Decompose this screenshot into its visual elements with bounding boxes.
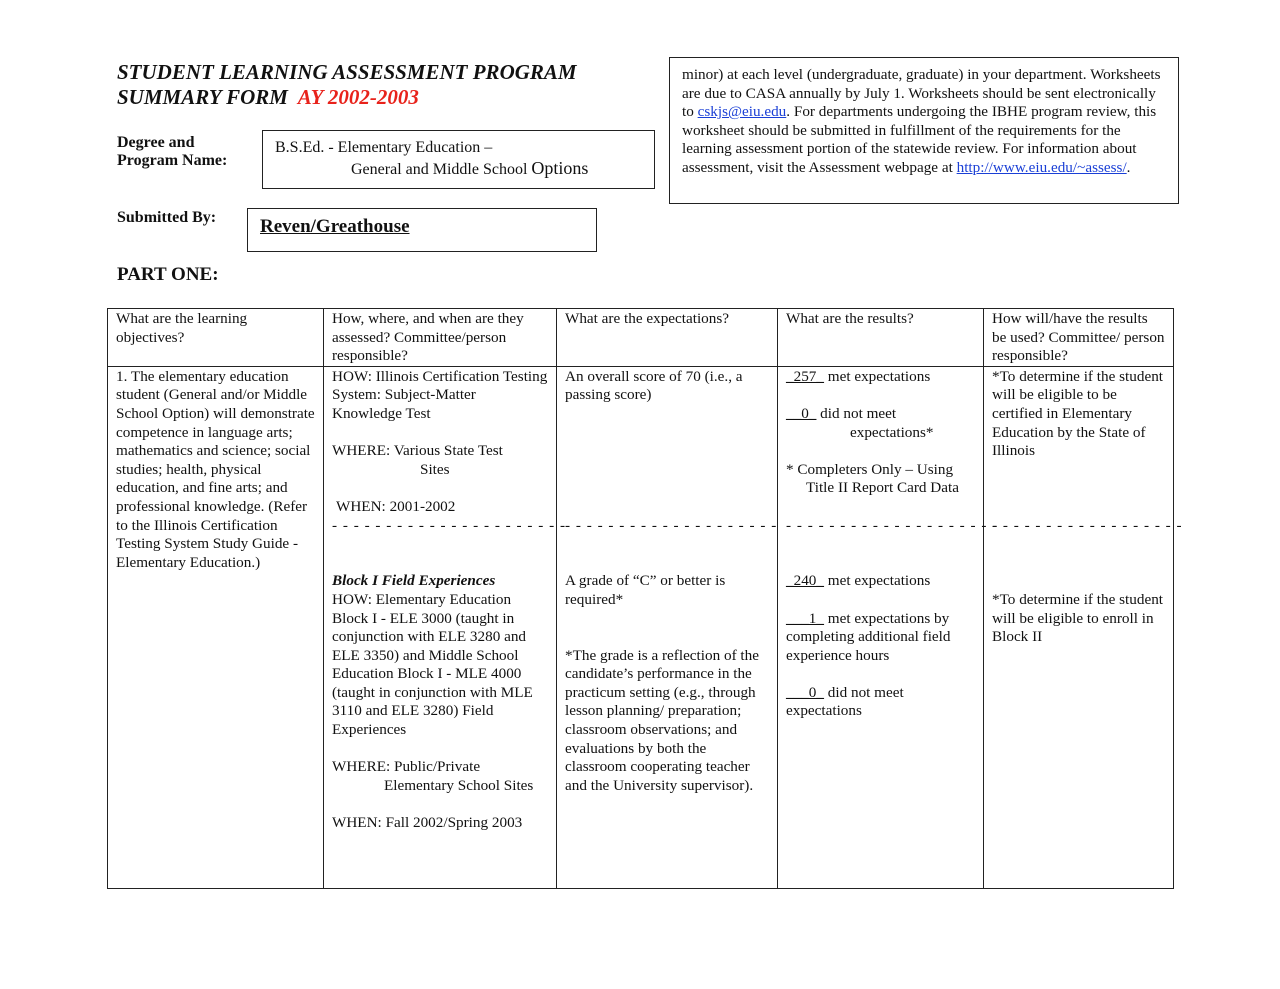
- header-objectives: What are the learning objectives?: [108, 309, 324, 367]
- header-expectations: What are the expectations?: [557, 309, 778, 367]
- header-assessment: How, where, and when are they assessed? Committee/person responsible?: [324, 309, 557, 367]
- divider-dashes: - - - - - - - - - - - - - - - - - - - - - -: [332, 516, 567, 534]
- results2-met: _240_ met expectations: [786, 572, 931, 590]
- form-title-summary: SUMMARY FORM: [117, 85, 288, 109]
- assess2-where-sites: Elementary School Sites: [384, 776, 534, 794]
- assess2-when: WHEN: Fall 2002/Spring 2003: [332, 814, 523, 832]
- submitted-by-label: Submitted By:: [117, 209, 217, 226]
- assess2-where: WHERE: Public/Private: [332, 758, 481, 776]
- divider-dashes: - - - - - - - - - - - - - - - - - - - -: [786, 516, 999, 534]
- results1-notmet: __0_ did not meet: [786, 404, 897, 422]
- results1-note-source: Title II Report Card Data: [806, 479, 959, 497]
- results2-extra: ___1_ met expectations by completing additional field experience hours: [786, 609, 951, 664]
- divider-dashes: - - - - - - - - - - - - - - - - - - - -: [565, 516, 778, 534]
- results1-met: _257_ met expectations: [786, 367, 931, 385]
- form-title: [117, 60, 577, 110]
- email-link[interactable]: cskjs@eiu.edu: [697, 103, 787, 121]
- academic-year: AY 2002-2003: [297, 85, 419, 109]
- assess2-title: Block I Field Experiences: [332, 572, 496, 590]
- objective-cell: [108, 366, 324, 888]
- assess1-when: WHEN: 2001-2002: [336, 497, 456, 515]
- part-one-heading: PART ONE:: [117, 264, 219, 285]
- use-of-results-cell: [984, 366, 1183, 888]
- assessment-table: [107, 308, 1183, 889]
- results1-notmet-expectations: expectations*: [850, 423, 934, 441]
- divider-dashes: - - - - - - - - - - - - - - - - - -: [992, 516, 1183, 534]
- degree-program-label: Degree and Program Name:: [117, 134, 228, 169]
- table-row: [108, 366, 1174, 888]
- assess1-where-sites: Sites: [420, 460, 450, 478]
- instructions-box: minor) at each level (undergraduate, graduate) in your department. Worksheets are due to CASA annually by July 1. Worksheets should be sent electronically to cskjs@eiu.edu. For departments undergoing the IBHE program review, this worksheet should be submitted in fulfillment of the requirements for the learning assessment portion of the statewide review. For information about assessment, visit the Assessment webpage at http://www.eiu.edu/~assess/.: [669, 57, 1179, 204]
- expect2-note: *The grade is a reflection of the candidate’s performance in the practicum setting (e.g., through lesson planning/ preparation; classroom observations; and evaluations by both the classroom cooperating teacher and the University supervisor).: [565, 646, 759, 794]
- assess2-how: HOW: Elementary Education Block I - ELE 3000 (taught in conjunction with ELE 3280 and ELE 3350) and Middle School Education Block I - MLE 4000 (taught in conjunction with MLE 3110 and ELE 3280) Field Experiences: [332, 590, 533, 739]
- program-name-line1: B.S.Ed. - Elementary Education –: [275, 139, 493, 156]
- use2-text: *To determine if the student will be eligible to enroll in Block II: [992, 590, 1164, 646]
- expect1-text: An overall score of 70 (i.e., a passing score): [565, 367, 743, 404]
- results1-note: * Completers Only – Using: [786, 460, 954, 478]
- program-name-field: [262, 130, 655, 189]
- table-header-row: [108, 309, 1174, 367]
- assessment-cell: [324, 366, 567, 888]
- expect2-grade: A grade of “C” or better is required*: [565, 572, 726, 608]
- header-use-of-results: How will/have the results be used? Committee/ person responsible?: [984, 309, 1174, 367]
- objective-text: 1. The elementary education student (General and/or Middle School Option) will demonstrate competence in language arts; mathematics and science; social studies; health, physical education, and fine arts; and professional knowledge. (Refer to the Illinois Certification Testing System Study Guide - Elementary Education.): [116, 367, 315, 571]
- program-name-line2: General and Middle School Options: [351, 158, 589, 178]
- submitted-by-field: Reven/Greathouse: [247, 208, 597, 252]
- use1-text: *To determine if the student will be eligible to be certified in Elementary Education by the State of Illinois: [992, 367, 1164, 460]
- assess1-how: HOW: Illinois Certification Testing System: Subject-Matter Knowledge Test: [332, 367, 548, 422]
- header-results: What are the results?: [778, 309, 984, 367]
- form-title-line2: [117, 85, 577, 110]
- form-title-line1: STUDENT LEARNING ASSESSMENT PROGRAM: [117, 60, 577, 84]
- results-cell: [778, 366, 999, 888]
- expectations-cell: [557, 366, 778, 888]
- assessment-webpage-link[interactable]: http://www.eiu.edu/~assess/: [956, 158, 1127, 176]
- assess1-where: WHERE: Various State Test: [332, 442, 503, 460]
- results2-notmet: ___0_ did not meet expectations: [786, 683, 904, 720]
